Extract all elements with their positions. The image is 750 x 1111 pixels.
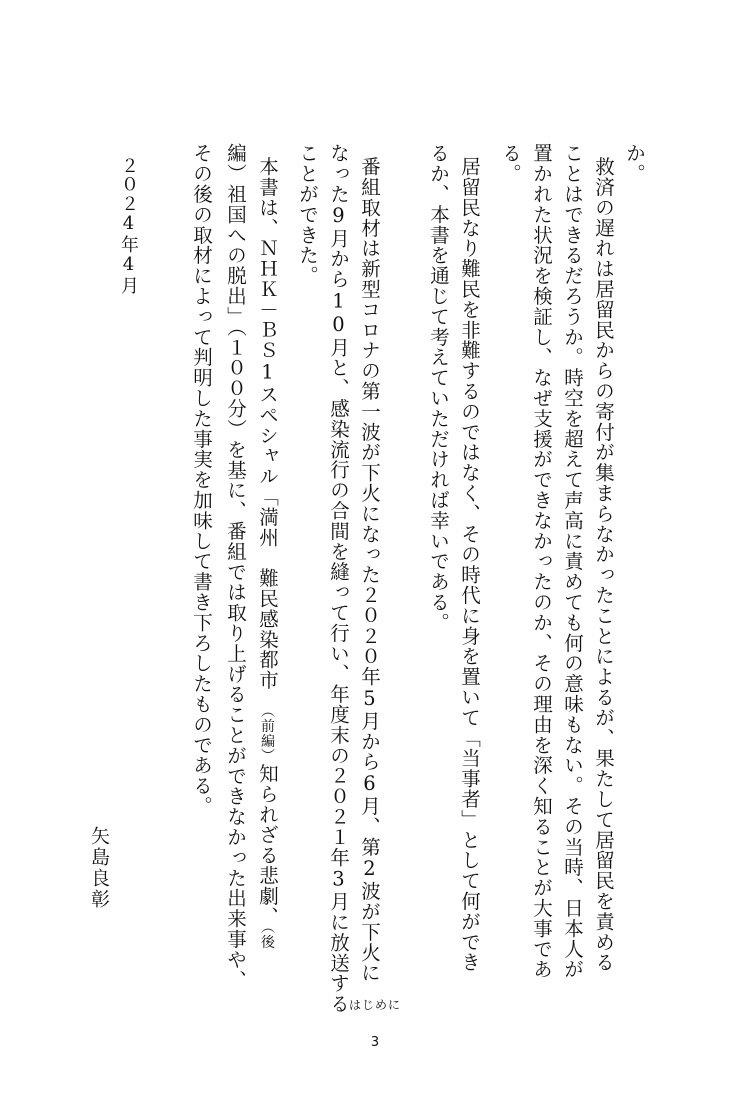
body-line-11-tail: 知られざる悲劇、 [256, 763, 279, 927]
body-line-6: 居留民なり難民を非難するのではなく、その時代に身を置いて「当事者」として何ができ [458, 136, 481, 973]
author-name: 矢島良彰 [88, 826, 110, 910]
body-line-11 [254, 136, 280, 949]
body-line-8: 番組取材は新型コロナの第一波が下火になった２０２０年5月から6月、第2波が下火に [358, 136, 381, 983]
body-line-2: 救済の遅れは居留民からの寄付が集まらなかったことによるが、果たして居留民を責める [592, 136, 615, 973]
body-line-3: ことはできるだろうか。時空を超えて声高に責めても何の意味もない。その当時、日本人が [561, 143, 584, 980]
body-line-7: るか、本書を通じて考えていただければ幸いである。 [427, 143, 450, 633]
date: ２０２4年4月 [118, 156, 139, 295]
section-title: はじめに [348, 998, 401, 1012]
page-number: 3 [370, 1035, 380, 1050]
body-line-4: 置かれた状況を検証し、なぜ支援ができなかったのか、その理由を深く知ることが大事であ [530, 143, 553, 980]
zenpen-annotation: （前編） [259, 710, 275, 764]
body-line-10: ことができた。 [296, 143, 319, 286]
body-line-1: か。 [623, 143, 646, 184]
body-line-12: 編）祖国への脱出」（１００分）を基に、番組では取り上げることができなかった出来事や、 [224, 143, 247, 991]
body-line-9: なった9月から10月と、感染流行の合間を縫って行い、年度末の２０２１年3月に放送する [327, 143, 350, 1014]
body-line-11-main: 本書は、ＮＨＫ－ＢＳ1スペシャル「満州 難民感染都市 [256, 136, 279, 691]
body-line-13: その後の取材によって判明した事実を加味して書き下ろしたものである。 [190, 143, 213, 817]
body-line-5: る。 [499, 143, 522, 184]
kouhen-annotation: （後 [259, 926, 275, 950]
